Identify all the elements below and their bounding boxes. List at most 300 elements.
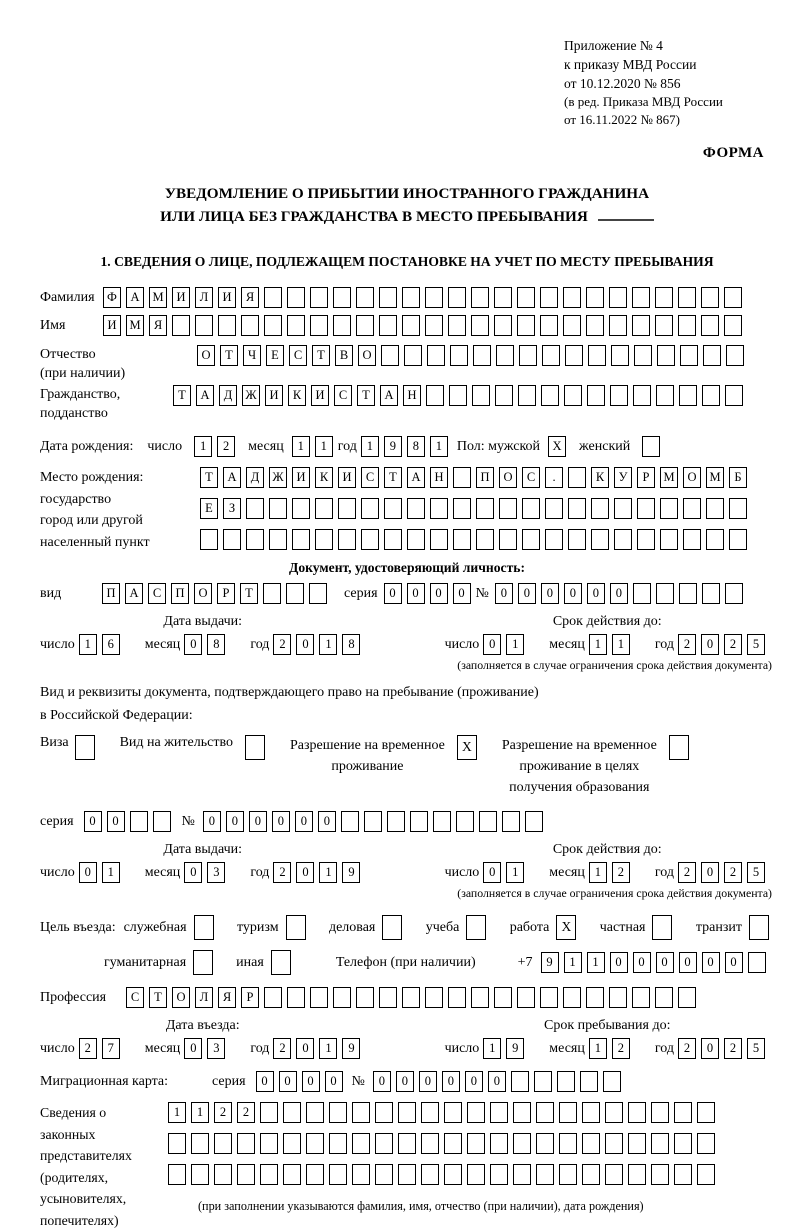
char-box[interactable]: К — [315, 467, 333, 488]
char-box[interactable]: 1 — [315, 436, 333, 457]
char-box[interactable] — [444, 1164, 462, 1185]
char-box[interactable] — [652, 915, 672, 940]
char-box[interactable]: 1 — [589, 634, 607, 655]
char-box[interactable] — [702, 583, 720, 604]
char-box[interactable] — [453, 467, 471, 488]
char-box[interactable] — [591, 498, 609, 519]
char-box[interactable] — [269, 498, 287, 519]
char-box[interactable] — [680, 345, 698, 366]
char-box[interactable] — [356, 287, 374, 308]
char-box[interactable] — [724, 287, 742, 308]
char-box[interactable]: Ч — [243, 345, 261, 366]
char-box[interactable] — [260, 1102, 278, 1123]
char-box[interactable] — [352, 1164, 370, 1185]
char-box[interactable] — [407, 529, 425, 550]
char-box[interactable]: С — [126, 987, 144, 1008]
char-box[interactable] — [361, 498, 379, 519]
char-box[interactable] — [286, 583, 304, 604]
char-box[interactable] — [287, 287, 305, 308]
char-box[interactable] — [564, 385, 582, 406]
char-box[interactable]: 0 — [430, 583, 448, 604]
char-box[interactable]: И — [311, 385, 329, 406]
char-box[interactable] — [75, 735, 95, 760]
char-box[interactable]: О — [683, 467, 701, 488]
char-box[interactable]: Л — [195, 987, 213, 1008]
char-box[interactable] — [448, 987, 466, 1008]
char-box[interactable] — [496, 345, 514, 366]
char-box[interactable]: 2 — [273, 1038, 291, 1059]
char-box[interactable] — [628, 1133, 646, 1154]
char-box[interactable] — [701, 287, 719, 308]
char-box[interactable] — [706, 498, 724, 519]
char-box[interactable] — [490, 1133, 508, 1154]
char-box[interactable]: Р — [637, 467, 655, 488]
char-box[interactable]: 2 — [214, 1102, 232, 1123]
char-box[interactable]: 9 — [541, 952, 559, 973]
char-box[interactable]: 0 — [84, 811, 102, 832]
char-box[interactable]: Д — [219, 385, 237, 406]
char-box[interactable] — [563, 315, 581, 336]
char-box[interactable] — [456, 811, 474, 832]
char-box[interactable]: А — [196, 385, 214, 406]
char-box[interactable]: . — [545, 467, 563, 488]
char-box[interactable] — [361, 529, 379, 550]
char-box[interactable]: Т — [240, 583, 258, 604]
char-box[interactable] — [356, 315, 374, 336]
char-box[interactable] — [586, 987, 604, 1008]
char-box[interactable] — [502, 811, 520, 832]
char-box[interactable] — [582, 1133, 600, 1154]
char-box[interactable] — [214, 1164, 232, 1185]
char-box[interactable] — [271, 950, 291, 975]
char-box[interactable]: 9 — [506, 1038, 524, 1059]
char-box[interactable] — [382, 915, 402, 940]
char-box[interactable] — [387, 811, 405, 832]
char-box[interactable] — [287, 315, 305, 336]
char-box[interactable] — [218, 315, 236, 336]
char-box[interactable]: X — [556, 915, 576, 940]
char-box[interactable]: 0 — [442, 1071, 460, 1092]
char-box[interactable] — [534, 1071, 552, 1092]
char-box[interactable] — [517, 287, 535, 308]
char-box[interactable] — [656, 385, 674, 406]
char-box[interactable] — [702, 385, 720, 406]
char-box[interactable]: 1 — [430, 436, 448, 457]
char-box[interactable]: С — [148, 583, 166, 604]
char-box[interactable] — [614, 529, 632, 550]
char-box[interactable] — [130, 811, 148, 832]
char-box[interactable]: 7 — [102, 1038, 120, 1059]
char-box[interactable] — [559, 1102, 577, 1123]
char-box[interactable] — [565, 345, 583, 366]
char-box[interactable] — [241, 315, 259, 336]
char-box[interactable]: 0 — [610, 583, 628, 604]
char-box[interactable] — [264, 287, 282, 308]
char-box[interactable] — [310, 987, 328, 1008]
char-box[interactable] — [642, 436, 660, 457]
char-box[interactable]: 2 — [678, 862, 696, 883]
char-box[interactable]: 1 — [587, 952, 605, 973]
char-box[interactable] — [495, 385, 513, 406]
char-box[interactable] — [490, 1164, 508, 1185]
char-box[interactable]: 0 — [419, 1071, 437, 1092]
char-box[interactable] — [153, 811, 171, 832]
char-box[interactable]: Т — [220, 345, 238, 366]
char-box[interactable] — [260, 1164, 278, 1185]
char-box[interactable]: 2 — [273, 634, 291, 655]
char-box[interactable] — [725, 385, 743, 406]
char-box[interactable]: Д — [246, 467, 264, 488]
char-box[interactable] — [214, 1133, 232, 1154]
char-box[interactable] — [563, 987, 581, 1008]
char-box[interactable]: 8 — [407, 436, 425, 457]
char-box[interactable]: Р — [241, 987, 259, 1008]
char-box[interactable]: А — [223, 467, 241, 488]
char-box[interactable]: Е — [266, 345, 284, 366]
char-box[interactable] — [611, 345, 629, 366]
char-box[interactable] — [467, 1164, 485, 1185]
char-box[interactable] — [191, 1133, 209, 1154]
char-box[interactable] — [511, 1071, 529, 1092]
char-box[interactable] — [559, 1164, 577, 1185]
char-box[interactable]: 1 — [612, 634, 630, 655]
char-box[interactable]: С — [289, 345, 307, 366]
char-box[interactable] — [588, 345, 606, 366]
char-box[interactable] — [726, 345, 744, 366]
char-box[interactable]: 1 — [79, 634, 97, 655]
char-box[interactable] — [421, 1164, 439, 1185]
char-box[interactable]: 0 — [256, 1071, 274, 1092]
char-box[interactable] — [513, 1102, 531, 1123]
char-box[interactable] — [292, 498, 310, 519]
char-box[interactable] — [195, 315, 213, 336]
char-box[interactable] — [398, 1102, 416, 1123]
char-box[interactable]: Н — [430, 467, 448, 488]
char-box[interactable] — [338, 529, 356, 550]
char-box[interactable] — [725, 583, 743, 604]
char-box[interactable] — [237, 1164, 255, 1185]
char-box[interactable]: 3 — [207, 862, 225, 883]
char-box[interactable] — [678, 287, 696, 308]
char-box[interactable]: Я — [241, 287, 259, 308]
char-box[interactable] — [193, 950, 213, 975]
char-box[interactable]: 0 — [107, 811, 125, 832]
char-box[interactable]: X — [457, 735, 477, 760]
char-box[interactable]: М — [706, 467, 724, 488]
char-box[interactable] — [651, 1102, 669, 1123]
char-box[interactable] — [632, 315, 650, 336]
char-box[interactable] — [748, 952, 766, 973]
char-box[interactable]: 0 — [701, 1038, 719, 1059]
char-box[interactable]: 2 — [724, 634, 742, 655]
char-box[interactable]: Ж — [269, 467, 287, 488]
char-box[interactable]: У — [614, 467, 632, 488]
char-box[interactable]: Б — [729, 467, 747, 488]
char-box[interactable]: 1 — [292, 436, 310, 457]
char-box[interactable]: 1 — [506, 862, 524, 883]
char-box[interactable]: 9 — [342, 1038, 360, 1059]
char-box[interactable]: 0 — [488, 1071, 506, 1092]
char-box[interactable]: 5 — [747, 862, 765, 883]
char-box[interactable]: 1 — [319, 1038, 337, 1059]
char-box[interactable]: 0 — [483, 862, 501, 883]
char-box[interactable] — [364, 811, 382, 832]
char-box[interactable] — [466, 915, 486, 940]
char-box[interactable]: О — [197, 345, 215, 366]
char-box[interactable]: 0 — [325, 1071, 343, 1092]
char-box[interactable] — [375, 1102, 393, 1123]
char-box[interactable] — [605, 1164, 623, 1185]
char-box[interactable] — [610, 385, 628, 406]
char-box[interactable] — [476, 498, 494, 519]
char-box[interactable]: 1 — [589, 862, 607, 883]
char-box[interactable] — [674, 1133, 692, 1154]
char-box[interactable]: 2 — [612, 1038, 630, 1059]
char-box[interactable]: 0 — [249, 811, 267, 832]
char-box[interactable]: 2 — [237, 1102, 255, 1123]
char-box[interactable] — [448, 287, 466, 308]
char-box[interactable] — [306, 1102, 324, 1123]
char-box[interactable] — [518, 385, 536, 406]
char-box[interactable] — [421, 1133, 439, 1154]
char-box[interactable]: 0 — [296, 1038, 314, 1059]
char-box[interactable] — [421, 1102, 439, 1123]
char-box[interactable]: 9 — [342, 862, 360, 883]
char-box[interactable]: П — [171, 583, 189, 604]
char-box[interactable]: 0 — [302, 1071, 320, 1092]
char-box[interactable]: 9 — [384, 436, 402, 457]
char-box[interactable] — [628, 1164, 646, 1185]
char-box[interactable]: М — [126, 315, 144, 336]
char-box[interactable]: 2 — [678, 1038, 696, 1059]
char-box[interactable] — [632, 987, 650, 1008]
char-box[interactable] — [541, 385, 559, 406]
char-box[interactable] — [674, 1164, 692, 1185]
char-box[interactable] — [536, 1164, 554, 1185]
char-box[interactable]: 0 — [679, 952, 697, 973]
char-box[interactable]: 1 — [191, 1102, 209, 1123]
char-box[interactable] — [580, 1071, 598, 1092]
char-box[interactable] — [264, 315, 282, 336]
char-box[interactable]: О — [358, 345, 376, 366]
char-box[interactable] — [191, 1164, 209, 1185]
char-box[interactable] — [329, 1133, 347, 1154]
char-box[interactable] — [651, 1133, 669, 1154]
char-box[interactable]: 8 — [342, 634, 360, 655]
char-box[interactable]: Т — [200, 467, 218, 488]
char-box[interactable]: 0 — [587, 583, 605, 604]
char-box[interactable]: 0 — [564, 583, 582, 604]
char-box[interactable] — [245, 735, 265, 760]
char-box[interactable]: Я — [218, 987, 236, 1008]
char-box[interactable] — [517, 987, 535, 1008]
char-box[interactable]: 2 — [217, 436, 235, 457]
char-box[interactable]: Е — [200, 498, 218, 519]
char-box[interactable] — [568, 467, 586, 488]
char-box[interactable] — [398, 1164, 416, 1185]
char-box[interactable]: 5 — [747, 634, 765, 655]
char-box[interactable]: 0 — [184, 634, 202, 655]
char-box[interactable] — [545, 529, 563, 550]
char-box[interactable]: И — [103, 315, 121, 336]
char-box[interactable] — [683, 529, 701, 550]
char-box[interactable]: З — [223, 498, 241, 519]
char-box[interactable]: А — [407, 467, 425, 488]
char-box[interactable] — [609, 315, 627, 336]
char-box[interactable] — [471, 315, 489, 336]
char-box[interactable]: 0 — [495, 583, 513, 604]
char-box[interactable] — [471, 987, 489, 1008]
char-box[interactable] — [453, 529, 471, 550]
char-box[interactable] — [315, 529, 333, 550]
char-box[interactable]: 0 — [701, 862, 719, 883]
char-box[interactable] — [679, 583, 697, 604]
char-box[interactable] — [490, 1102, 508, 1123]
char-box[interactable]: П — [476, 467, 494, 488]
char-box[interactable]: 1 — [319, 862, 337, 883]
char-box[interactable]: С — [334, 385, 352, 406]
char-box[interactable]: О — [499, 467, 517, 488]
char-box[interactable] — [499, 529, 517, 550]
char-box[interactable] — [352, 1133, 370, 1154]
char-box[interactable]: 6 — [102, 634, 120, 655]
char-box[interactable] — [338, 498, 356, 519]
char-box[interactable] — [479, 811, 497, 832]
char-box[interactable] — [341, 811, 359, 832]
char-box[interactable] — [292, 529, 310, 550]
char-box[interactable] — [605, 1133, 623, 1154]
char-box[interactable] — [471, 287, 489, 308]
char-box[interactable] — [683, 498, 701, 519]
char-box[interactable] — [557, 1071, 575, 1092]
char-box[interactable]: К — [591, 467, 609, 488]
char-box[interactable] — [444, 1102, 462, 1123]
char-box[interactable] — [467, 1133, 485, 1154]
char-box[interactable]: 0 — [184, 1038, 202, 1059]
char-box[interactable]: Ф — [103, 287, 121, 308]
char-box[interactable] — [542, 345, 560, 366]
char-box[interactable] — [568, 529, 586, 550]
char-box[interactable] — [384, 529, 402, 550]
char-box[interactable] — [609, 987, 627, 1008]
char-box[interactable] — [425, 987, 443, 1008]
char-box[interactable] — [701, 315, 719, 336]
char-box[interactable]: 1 — [194, 436, 212, 457]
char-box[interactable] — [540, 987, 558, 1008]
char-box[interactable]: 0 — [295, 811, 313, 832]
char-box[interactable]: Р — [217, 583, 235, 604]
char-box[interactable] — [657, 345, 675, 366]
char-box[interactable] — [329, 1164, 347, 1185]
char-box[interactable]: 0 — [184, 862, 202, 883]
char-box[interactable]: Т — [357, 385, 375, 406]
char-box[interactable] — [660, 529, 678, 550]
char-box[interactable] — [637, 498, 655, 519]
char-box[interactable]: М — [149, 287, 167, 308]
char-box[interactable]: 0 — [318, 811, 336, 832]
char-box[interactable] — [637, 529, 655, 550]
char-box[interactable]: О — [194, 583, 212, 604]
char-box[interactable]: 3 — [207, 1038, 225, 1059]
char-box[interactable]: 0 — [701, 634, 719, 655]
char-box[interactable]: 0 — [633, 952, 651, 973]
char-box[interactable]: С — [361, 467, 379, 488]
char-box[interactable] — [703, 345, 721, 366]
char-box[interactable]: 2 — [79, 1038, 97, 1059]
char-box[interactable] — [586, 315, 604, 336]
char-box[interactable]: 0 — [79, 862, 97, 883]
char-box[interactable]: 0 — [702, 952, 720, 973]
char-box[interactable] — [729, 498, 747, 519]
char-box[interactable] — [430, 498, 448, 519]
char-box[interactable] — [168, 1164, 186, 1185]
char-box[interactable]: О — [172, 987, 190, 1008]
char-box[interactable]: 0 — [725, 952, 743, 973]
char-box[interactable] — [379, 315, 397, 336]
char-box[interactable]: 2 — [724, 862, 742, 883]
char-box[interactable] — [603, 1071, 621, 1092]
char-box[interactable] — [749, 915, 769, 940]
char-box[interactable]: 8 — [207, 634, 225, 655]
char-box[interactable] — [522, 529, 540, 550]
char-box[interactable]: 2 — [724, 1038, 742, 1059]
char-box[interactable] — [310, 315, 328, 336]
char-box[interactable]: 0 — [453, 583, 471, 604]
char-box[interactable]: 0 — [396, 1071, 414, 1092]
char-box[interactable]: 1 — [506, 634, 524, 655]
char-box[interactable]: 0 — [656, 952, 674, 973]
char-box[interactable]: 2 — [612, 862, 630, 883]
char-box[interactable] — [582, 1164, 600, 1185]
char-box[interactable]: 5 — [747, 1038, 765, 1059]
char-box[interactable] — [449, 385, 467, 406]
char-box[interactable] — [614, 498, 632, 519]
char-box[interactable] — [494, 987, 512, 1008]
char-box[interactable]: 0 — [226, 811, 244, 832]
char-box[interactable] — [678, 315, 696, 336]
char-box[interactable] — [283, 1133, 301, 1154]
char-box[interactable]: 0 — [373, 1071, 391, 1092]
char-box[interactable] — [381, 345, 399, 366]
char-box[interactable]: 2 — [678, 634, 696, 655]
char-box[interactable] — [540, 287, 558, 308]
char-box[interactable] — [310, 287, 328, 308]
char-box[interactable] — [634, 345, 652, 366]
char-box[interactable] — [263, 583, 281, 604]
char-box[interactable]: Ж — [242, 385, 260, 406]
char-box[interactable] — [536, 1102, 554, 1123]
char-box[interactable] — [563, 287, 581, 308]
char-box[interactable]: И — [265, 385, 283, 406]
char-box[interactable] — [407, 498, 425, 519]
char-box[interactable] — [375, 1164, 393, 1185]
char-box[interactable] — [430, 529, 448, 550]
char-box[interactable] — [655, 315, 673, 336]
char-box[interactable] — [379, 987, 397, 1008]
char-box[interactable] — [223, 529, 241, 550]
char-box[interactable]: 1 — [361, 436, 379, 457]
char-box[interactable]: В — [335, 345, 353, 366]
char-box[interactable] — [582, 1102, 600, 1123]
char-box[interactable] — [651, 1164, 669, 1185]
char-box[interactable] — [384, 498, 402, 519]
char-box[interactable]: 1 — [168, 1102, 186, 1123]
char-box[interactable] — [309, 583, 327, 604]
char-box[interactable]: Т — [312, 345, 330, 366]
char-box[interactable]: 0 — [465, 1071, 483, 1092]
char-box[interactable] — [678, 987, 696, 1008]
char-box[interactable] — [545, 498, 563, 519]
